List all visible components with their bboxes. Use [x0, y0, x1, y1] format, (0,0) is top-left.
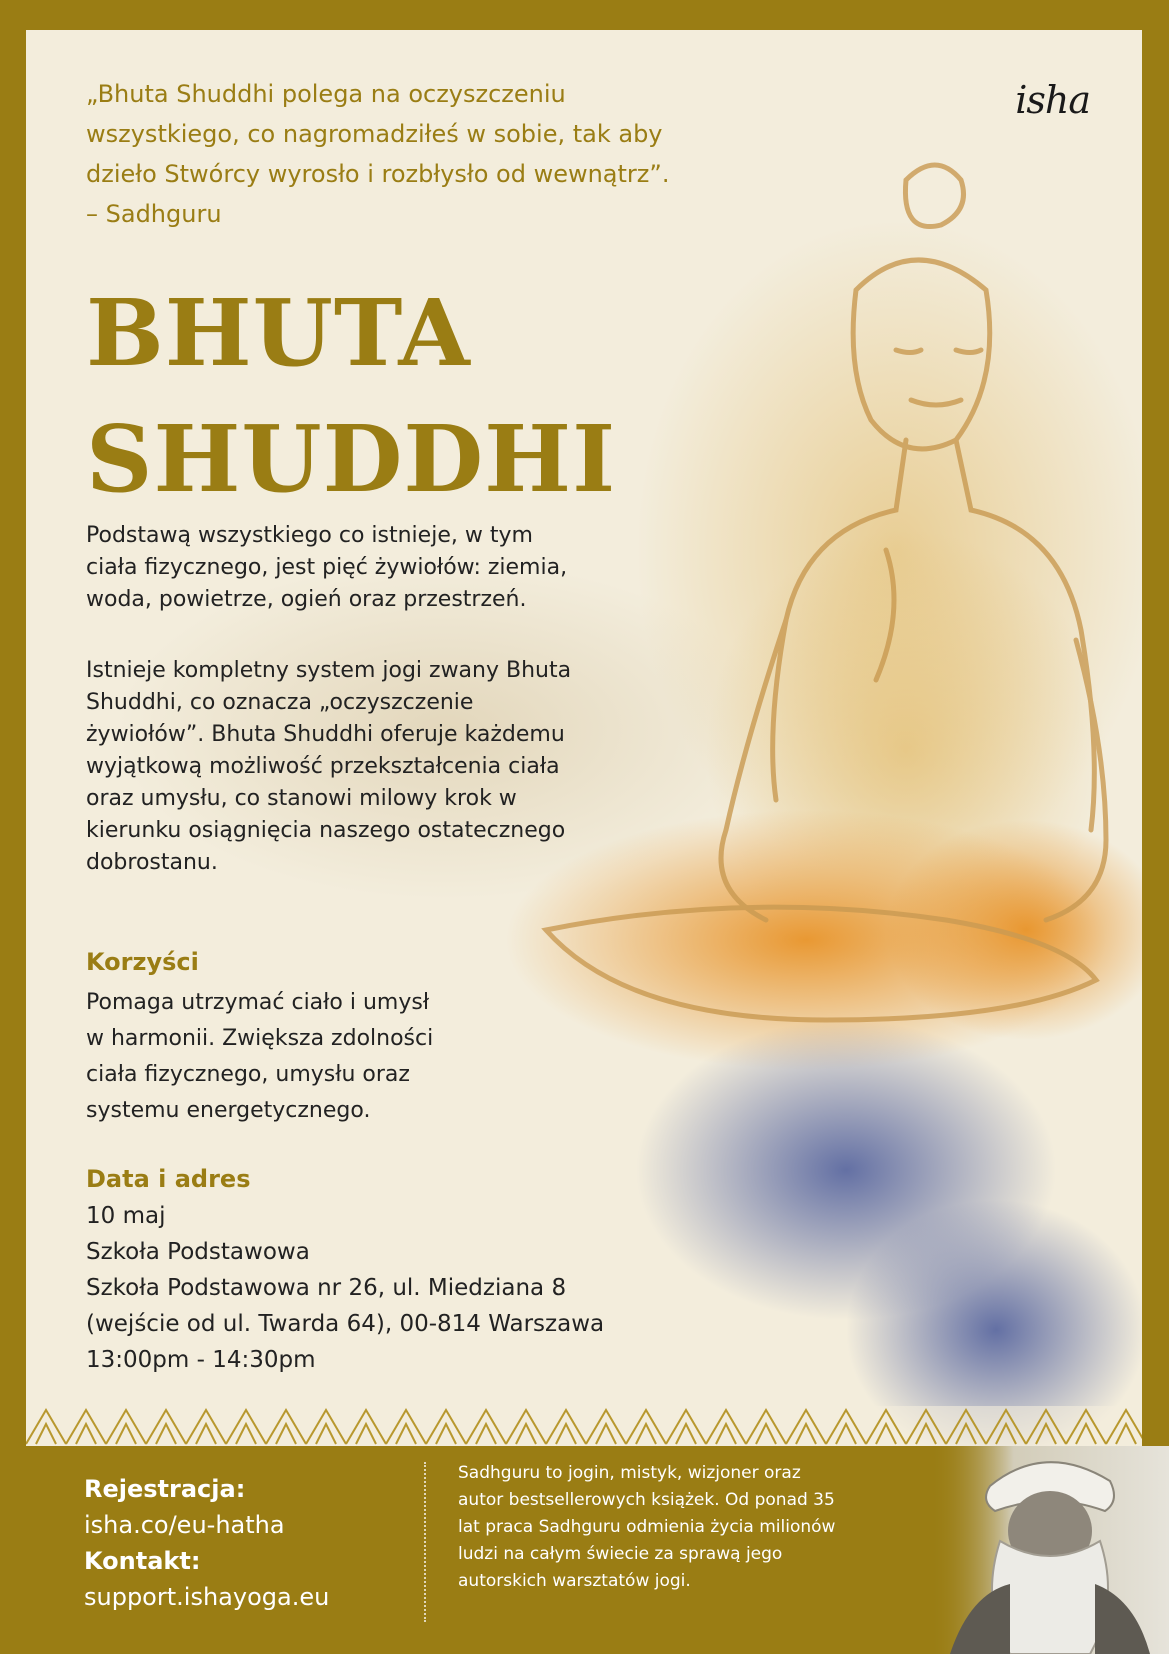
quote-line-1: „Bhuta Shuddhi polega na oczyszczeniu — [86, 80, 566, 108]
intro-line: Podstawą wszystkiego co istnieje, w tym — [86, 523, 533, 548]
system-line: Shuddhi, co oznacza „oczyszczenie — [86, 690, 474, 715]
benefits-line: systemu energetycznego. — [86, 1098, 371, 1123]
quote-line-2: wszystkiego, co nagromadziłeś w sobie, tak aby — [86, 120, 663, 148]
paisley-border-ornament — [26, 1406, 1142, 1446]
paper-panel — [26, 30, 1142, 1446]
quote-block — [86, 74, 786, 234]
footer-contact — [84, 1471, 329, 1615]
system-line: kierunku osiągnięcia naszego ostatecznego — [86, 818, 566, 843]
benefits-paragraph — [86, 985, 506, 1129]
event-venue: Szkoła Podstawowa — [86, 1239, 310, 1265]
sadhguru-portrait — [930, 1446, 1169, 1654]
system-paragraph — [86, 655, 666, 879]
registration-link[interactable]: isha.co/eu-hatha — [84, 1511, 285, 1539]
benefits-line: ciała fizycznego, umysłu oraz — [86, 1062, 410, 1087]
system-line: oraz umysłu, co stanowi milowy krok w — [86, 786, 517, 811]
quote-line-3: dzieło Stwórcy wyrosło i rozbłysło od wewnątrz”. — [86, 160, 670, 188]
intro-line: ciała fizycznego, jest pięć żywiołów: ziemia, — [86, 555, 568, 580]
event-address-line-2: (wejście od ul. Twarda 64), 00-814 Warszawa — [86, 1311, 605, 1337]
quote-author: – Sadhguru — [86, 200, 222, 228]
sadhguru-bio — [458, 1460, 888, 1595]
footer-divider — [424, 1462, 426, 1622]
bio-line: lat praca Sadhguru odmienia życia milionów — [458, 1517, 836, 1537]
title-line-2: SHUDDHI — [86, 405, 617, 513]
bio-line: Sadhguru to jogin, mistyk, wizjoner oraz — [458, 1463, 801, 1483]
title-line-1: BHUTA — [86, 279, 471, 387]
registration-label: Rejestracja: — [84, 1475, 246, 1503]
benefits-heading: Korzyści — [86, 948, 199, 976]
intro-line: woda, powietrze, ogień oraz przestrzeń. — [86, 587, 527, 612]
system-line: żywiołów”. Bhuta Shuddhi oferuje każdemu — [86, 722, 565, 747]
bio-line: autor bestsellerowych książek. Od ponad 35 — [458, 1490, 835, 1510]
event-date: 10 maj — [86, 1203, 166, 1229]
benefits-line: Pomaga utrzymać ciało i umysł — [86, 990, 430, 1015]
page-title — [86, 270, 616, 522]
contact-label: Kontakt: — [84, 1547, 201, 1575]
contact-link[interactable]: support.ishayoga.eu — [84, 1583, 330, 1611]
bio-line: ludzi na całym świecie za sprawą jego — [458, 1544, 783, 1564]
system-line: Istnieje kompletny system jogi zwany Bhuta — [86, 658, 572, 683]
isha-logo: isha — [1015, 78, 1090, 122]
benefits-line: w harmonii. Zwiększa zdolności — [86, 1026, 434, 1051]
system-line: dobrostanu. — [86, 850, 218, 875]
event-details — [86, 1198, 604, 1378]
intro-paragraph — [86, 520, 666, 616]
bio-line: autorskich warsztatów jogi. — [458, 1571, 691, 1591]
event-time: 13:00pm - 14:30pm — [86, 1347, 316, 1373]
event-heading: Data i adres — [86, 1165, 251, 1193]
event-address-line-1: Szkoła Podstawowa nr 26, ul. Miedziana 8 — [86, 1275, 567, 1301]
system-line: wyjątkową możliwość przekształcenia ciała — [86, 754, 560, 779]
